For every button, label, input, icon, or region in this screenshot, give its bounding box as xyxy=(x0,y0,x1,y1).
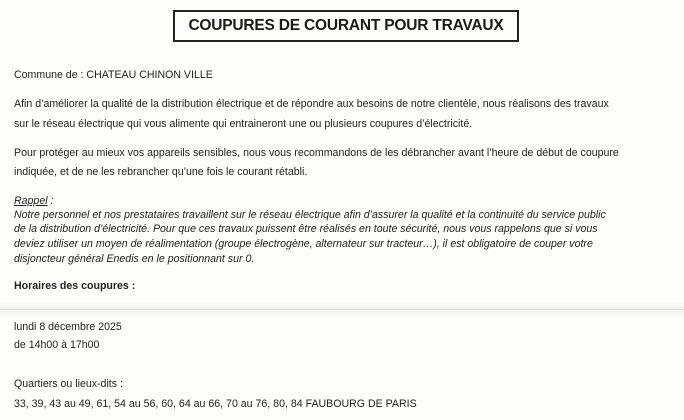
commune-line: Commune de : CHATEAU CHINON VILLE xyxy=(14,69,213,81)
schedule-date: lundi 8 décembre 2025 xyxy=(14,321,122,333)
title-box xyxy=(173,10,519,42)
rappel-line-3: deviez utiliser un moyen de réalimentation (groupe électrogène, alternateur sur tracteur…), il est obligatoire de couper votre xyxy=(14,238,593,250)
rappel-heading-suffix: : xyxy=(47,195,54,207)
paper-fold-line xyxy=(0,309,684,310)
intro-line-1: Afin d’améliorer la qualité de la distribution électrique et de répondre aux besoins de notre clientèle, nous réalisons des travaux xyxy=(14,98,609,110)
addresses-line: 33, 39, 43 au 49, 61, 54 au 56, 60, 64 au 66, 70 au 76, 80, 84 FAUBOURG DE PARIS xyxy=(14,398,417,410)
rappel-heading-word: Rappel xyxy=(14,195,48,207)
intro-line-2: sur le réseau électrique qui vous alimente qui entraineront une ou plusieurs coupures d’électricité. xyxy=(14,118,473,130)
rappel-line-4: disjoncteur général Enedis en le positionnant sur 0. xyxy=(14,253,255,265)
rappel-heading xyxy=(14,194,53,208)
rappel-line-1: Notre personnel et nos prestataires travaillent sur le réseau électrique afin d’assurer la qualité et la continuité du service public xyxy=(14,209,606,221)
quartiers-heading: Quartiers ou lieux-dits : xyxy=(14,378,123,390)
protect-line-1: Pour protéger au mieux vos appareils sensibles, nous vous recommandons de les débrancher avant l’heure de début de coupure xyxy=(14,147,619,159)
protect-line-2: indiquée, et de ne les rebrancher qu’une fois le courant rétabli. xyxy=(14,166,308,178)
horaires-heading: Horaires des coupures : xyxy=(14,280,136,292)
notice-title: COUPURES DE COURANT POUR TRAVAUX xyxy=(188,17,504,34)
rappel-line-2: de la distribution d’électricité. Pour que ces travaux puissent être réalisés en toute sécurité, nous vous rappelons que si vous xyxy=(14,223,598,235)
schedule-time: de 14h00 à 17h00 xyxy=(14,339,100,351)
